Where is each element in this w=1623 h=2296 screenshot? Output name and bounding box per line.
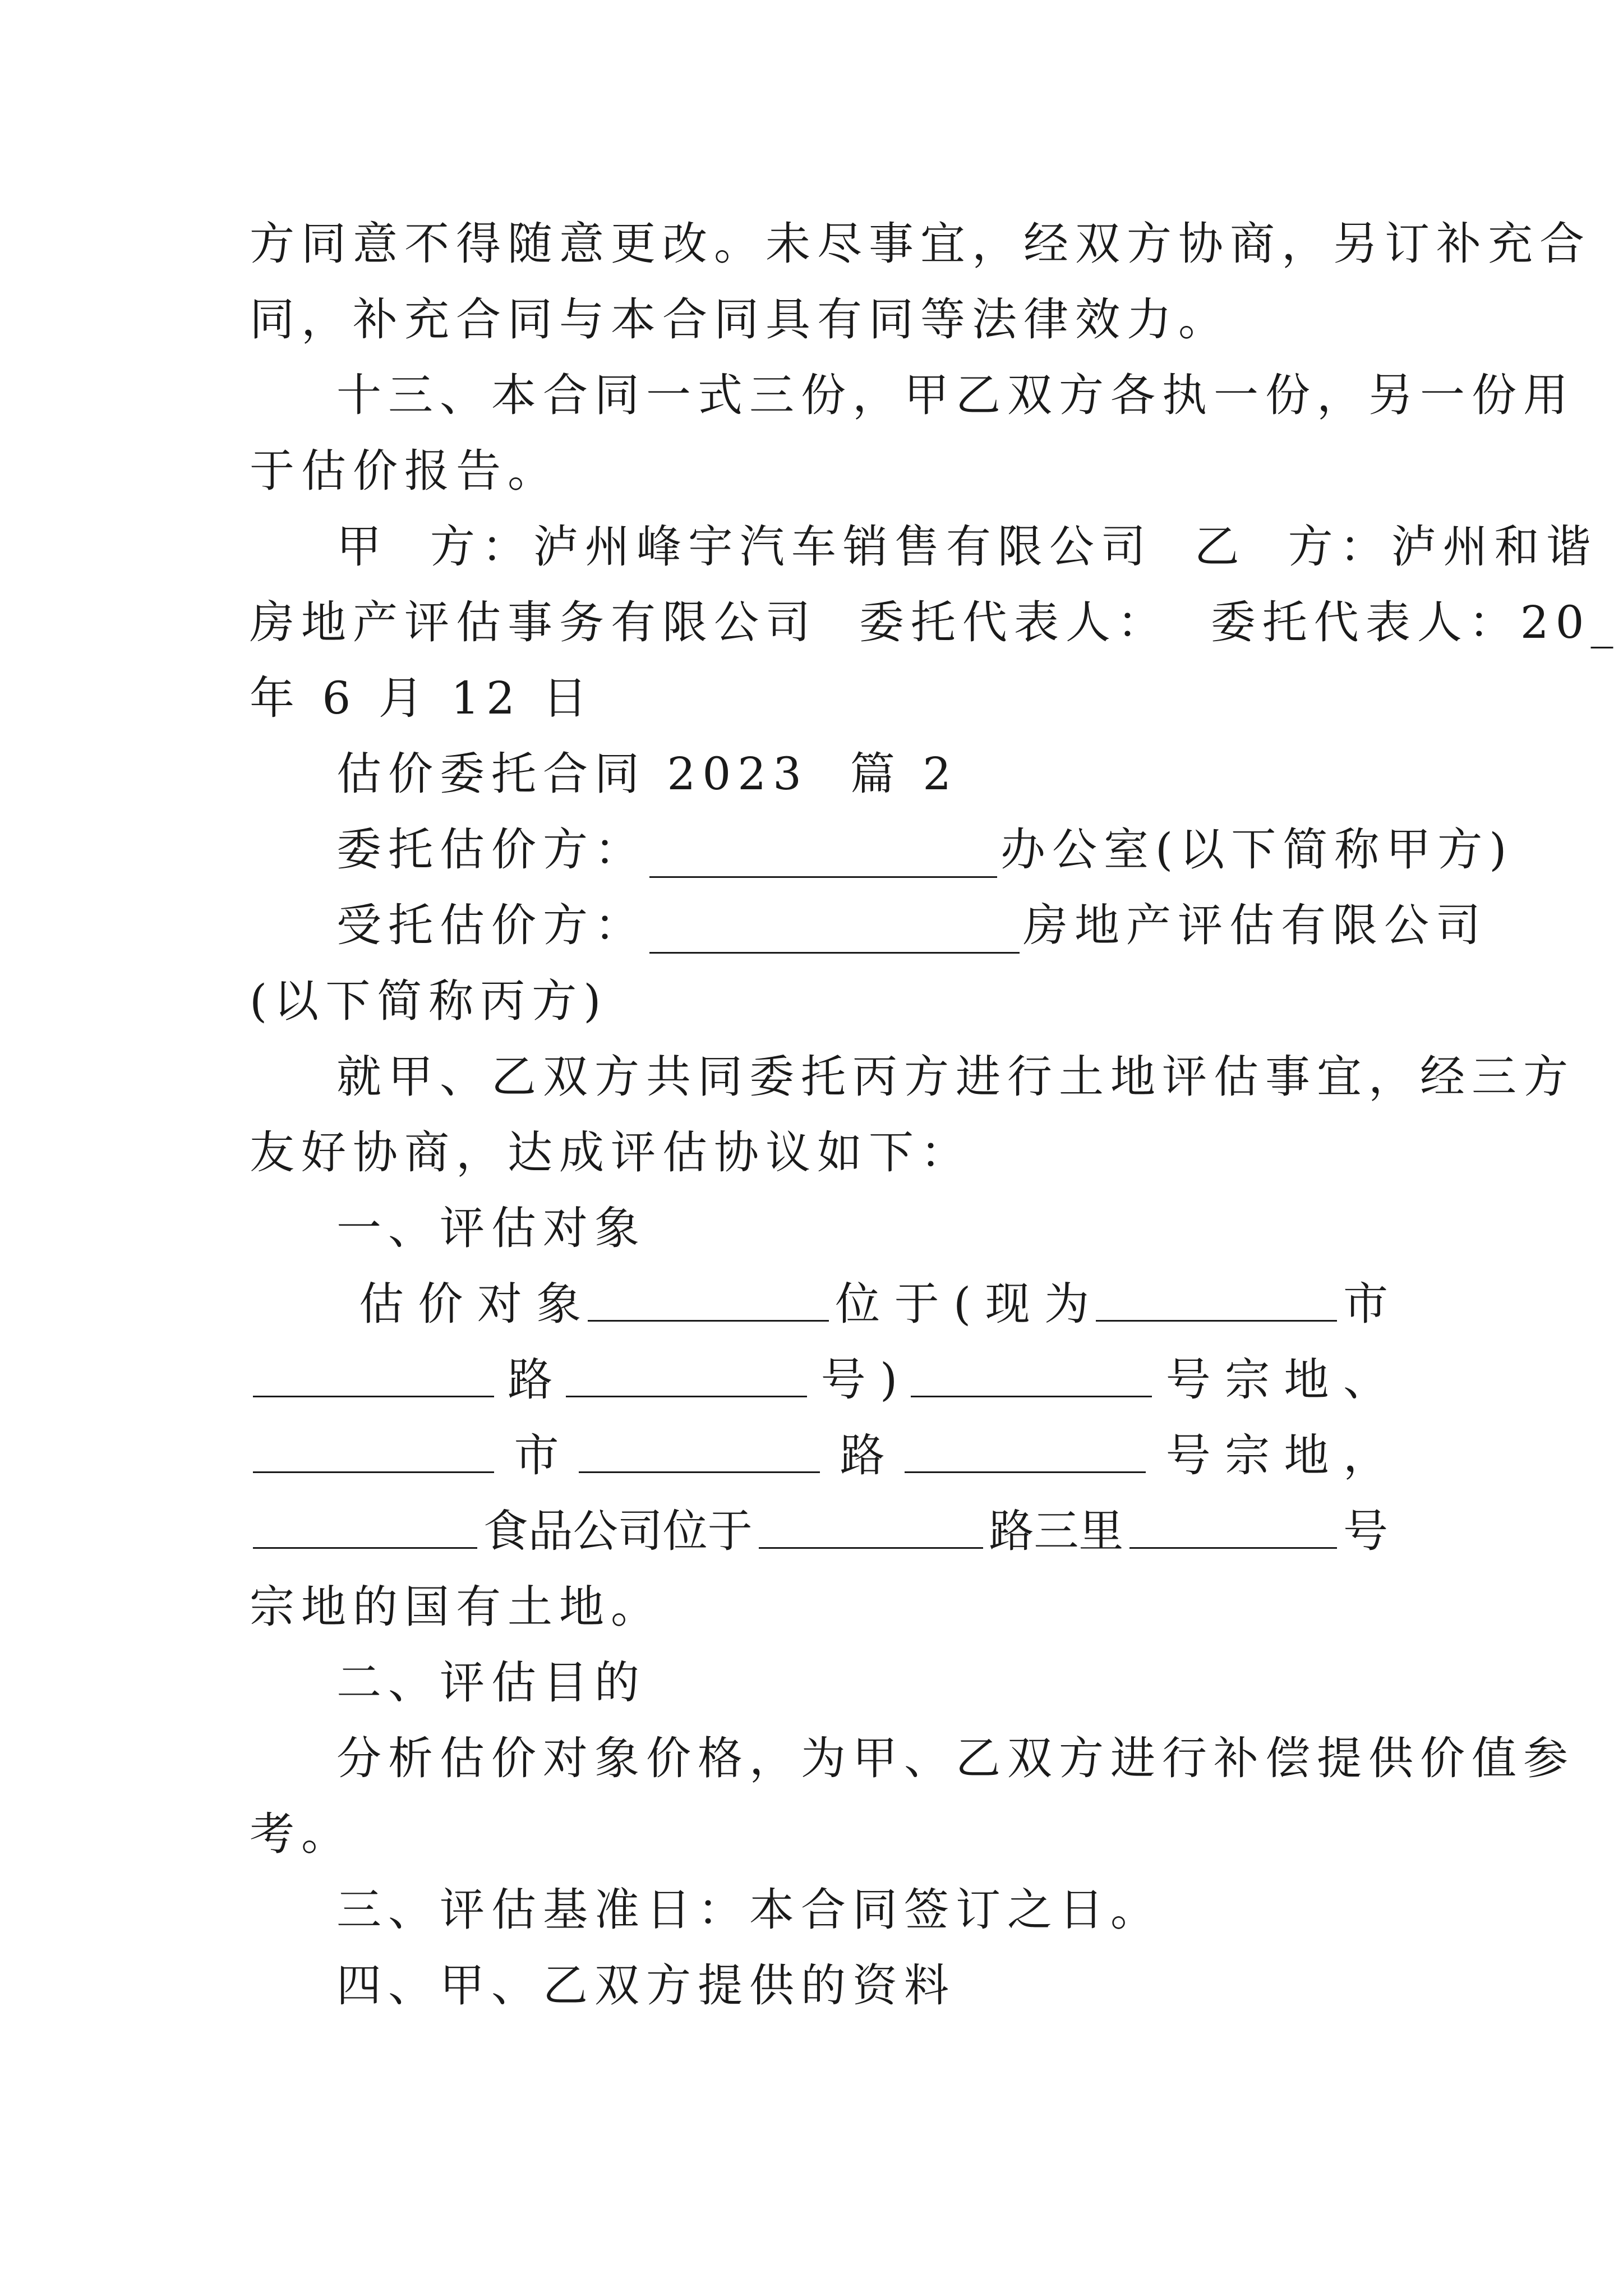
- fill-text: 位 于 ( 现 为: [835, 1278, 1090, 1330]
- client-label: 委托估价方：: [336, 823, 646, 876]
- paragraph-line: 同，补充合同与本合同具有同等法律效力。: [250, 293, 1230, 346]
- section-title: 三、评估基准日：本合同签订之日。: [336, 1884, 1162, 1936]
- paragraph-line: 年 6 月 12 日: [250, 672, 594, 724]
- fill-text: 号: [1343, 1505, 1388, 1557]
- agent-blank: [649, 908, 1020, 954]
- agent-line: [336, 898, 1487, 954]
- blank-field: [1129, 1503, 1337, 1549]
- fill-text: 号 宗 地 、: [1165, 1354, 1388, 1406]
- fill-text: 号 ): [820, 1354, 898, 1406]
- blank-field: [253, 1352, 494, 1397]
- object-line-4: [250, 1503, 1388, 1559]
- fill-text: 路三里: [989, 1505, 1124, 1557]
- fill-text: 路: [508, 1354, 553, 1406]
- client-blank: [649, 832, 997, 878]
- object-line-2: [250, 1352, 1388, 1408]
- client-line: [336, 822, 1514, 878]
- object-line-3: [250, 1428, 1388, 1484]
- blank-field: [588, 1276, 829, 1322]
- paragraph-line: 房地产评估事务有限公司 委托代表人： 委托代表人：20_: [250, 596, 1620, 648]
- paragraph-line: 友好协商，达成评估协议如下：: [250, 1126, 972, 1179]
- blank-field: [253, 1503, 477, 1549]
- section-heading: 估价委托合同 2023 篇 2: [336, 748, 958, 800]
- fill-text: 市: [1343, 1278, 1388, 1330]
- fill-text: 号 宗 地 ，: [1165, 1429, 1388, 1481]
- fill-text: 食品公司位于: [483, 1505, 753, 1557]
- paragraph-line: 就甲、乙双方共同委托丙方进行土地评估事宜，经三方: [336, 1051, 1575, 1103]
- paragraph-line: 考。: [250, 1808, 353, 1860]
- paragraph-line: 宗地的国有土地。: [250, 1581, 662, 1633]
- paragraph-line: (以下简称丙方): [250, 975, 608, 1027]
- blank-field: [911, 1352, 1152, 1397]
- paragraph-line: 十三、本合同一式三份，甲乙双方各执一份，另一份用: [336, 369, 1575, 421]
- agent-label: 受托估价方：: [336, 899, 646, 951]
- paragraph-line: 于估价报告。: [250, 445, 559, 497]
- section-title: 二、评估目的: [336, 1657, 646, 1709]
- client-suffix: 办公室(以下简称甲方): [1000, 823, 1514, 876]
- blank-field: [759, 1503, 983, 1549]
- blank-field: [566, 1352, 807, 1397]
- paragraph-line: 分析估价对象价格，为甲、乙双方进行补偿提供价值参: [336, 1732, 1575, 1784]
- paragraph-line: 甲 方：泸州峰宇汽车销售有限公司 乙 方：泸州和谐: [336, 521, 1598, 573]
- fill-text: 路: [840, 1429, 885, 1481]
- blank-field: [253, 1428, 494, 1473]
- paragraph-line: 方同意不得随意更改。未尽事宜，经双方协商，另订补充合: [250, 218, 1591, 270]
- object-line-1: [359, 1276, 1388, 1332]
- section-title: 四、甲、乙双方提供的资料: [336, 1959, 956, 2012]
- blank-field: [579, 1428, 820, 1473]
- blank-field: [905, 1428, 1146, 1473]
- section-title: 一、评估对象: [336, 1202, 646, 1254]
- fill-text: 市: [514, 1429, 559, 1481]
- fill-text: 估 价 对 象: [359, 1278, 582, 1330]
- blank-field: [1096, 1276, 1337, 1322]
- agent-suffix: 房地产评估有限公司: [1023, 899, 1487, 951]
